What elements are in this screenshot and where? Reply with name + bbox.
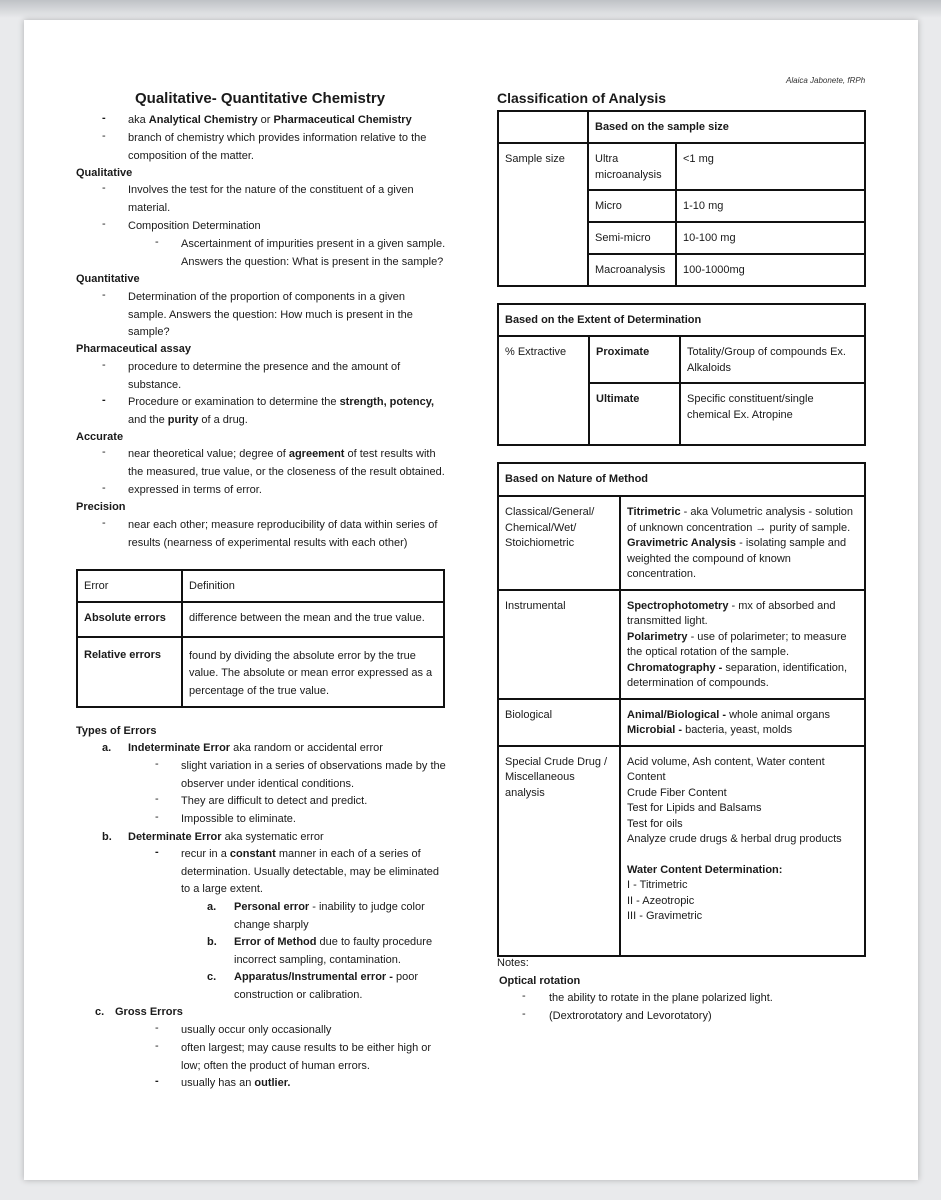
indeterminate-text-1: slight variation in a series of observations made by the observer under identical conditions. xyxy=(181,760,446,790)
sample-size-name: Ultra microanalysis xyxy=(588,143,676,190)
bullet-dash: - xyxy=(522,1008,526,1020)
empty-cell xyxy=(498,111,588,143)
extent-header: Based on the Extent of Determination xyxy=(498,304,865,336)
gross-text-3: usually has an outlier. xyxy=(181,1077,291,1089)
classical-label: Classical/General/ Chemical/Wet/ Stoichiometric xyxy=(498,496,620,590)
extent-table xyxy=(497,303,866,446)
bullet-dash: - xyxy=(102,182,106,194)
ultimate-label: Ultimate xyxy=(589,383,680,445)
biological-label: Biological xyxy=(498,699,620,746)
bullet-dash: - xyxy=(102,112,106,124)
aka-line: aka Analytical Chemistry or Pharmaceutical Chemistry xyxy=(128,114,412,126)
method-header: Based on Nature of Method xyxy=(498,463,865,496)
sample-size-header: Based on the sample size xyxy=(588,111,865,143)
error-table-header-error: Error xyxy=(77,570,182,602)
qualitative-text-1: Involves the test for the nature of the constituent of a given material. xyxy=(128,184,414,214)
list-marker: c. xyxy=(95,1006,105,1018)
bullet-dash: - xyxy=(522,990,526,1002)
sample-size-name: Micro xyxy=(588,190,676,222)
classification-title: Classification of Analysis xyxy=(497,90,667,106)
biological-value: Animal/Biological - whole animal organs Microbial - bacteria, yeast, molds xyxy=(620,699,865,746)
bullet-dash: - xyxy=(102,359,106,371)
accurate-text-1: near theoretical value; degree of agreement of test results with the measured, true value, or the closeness of the result obtained. xyxy=(128,448,445,478)
precision-text: near each other; measure reproducibility of data within series of results (nearness of experimental results with each other) xyxy=(128,519,438,549)
assay-text-1: procedure to determine the presence and the amount of substance. xyxy=(128,361,401,391)
optical-rotation-heading: Optical rotation xyxy=(499,975,581,987)
section-heading-types-of-errors: Types of Errors xyxy=(76,725,157,737)
bullet-dash: - xyxy=(102,218,106,230)
personal-error-text: Personal error - inability to judge color change sharply xyxy=(234,901,425,931)
bullet-dash: - xyxy=(155,811,159,823)
sample-size-value: 10-100 mg xyxy=(676,222,865,254)
bullet-dash: - xyxy=(155,846,159,858)
method-table xyxy=(497,462,866,957)
sample-size-value: 100-1000mg xyxy=(676,254,865,286)
branch-text: branch of chemistry which provides information relative to the composition of the matter. xyxy=(128,132,427,162)
gross-text-2: often largest; may cause results to be either high or low; often the product of human errors. xyxy=(181,1042,432,1072)
qualitative-text-2: Composition Determination xyxy=(128,220,261,232)
bullet-dash: - xyxy=(155,758,159,770)
special-crude-label: Special Crude Drug / Miscellaneous analysis xyxy=(498,746,620,956)
bullet-dash: - xyxy=(102,517,106,529)
qualitative-subtext: Ascertainment of impurities present in a given sample. Answers the question: What is present in the sample? xyxy=(181,238,446,268)
bullet-dash: - xyxy=(102,130,106,142)
bullet-dash: - xyxy=(155,793,159,805)
error-table xyxy=(76,569,445,708)
apparatus-error-text: Apparatus/Instrumental error - poor construction or calibration. xyxy=(234,971,418,1001)
list-marker: a. xyxy=(102,742,112,754)
sample-size-name: Macroanalysis xyxy=(588,254,676,286)
absolute-errors-label: Absolute errors xyxy=(77,602,182,637)
error-table-header-definition: Definition xyxy=(182,570,444,602)
list-marker: b. xyxy=(102,831,112,843)
relative-errors-definition: found by dividing the absolute error by the true value. The absolute or mean error expressed as a percentage of the true value. xyxy=(182,637,444,708)
instrumental-value: Spectrophotometry - mx of absorbed and transmitted light. Polarimetry - use of polarimeter; to measure the optical rotation of the sample. Chromatography - separation, identification, determination of compounds. xyxy=(620,590,865,699)
indeterminate-text-3: Impossible to eliminate. xyxy=(181,813,296,825)
determinate-error-title: Determinate Error aka systematic error xyxy=(128,831,324,843)
sample-size-value: 1-10 mg xyxy=(676,190,865,222)
section-heading-assay: Pharmaceutical assay xyxy=(76,343,191,355)
ultimate-value: Specific constituent/single chemical Ex. Atropine xyxy=(680,383,865,445)
bullet-dash: - xyxy=(155,1040,159,1052)
accurate-text-2: expressed in terms of error. xyxy=(128,484,262,496)
proximate-label: Proximate xyxy=(589,336,680,383)
bullet-dash: - xyxy=(102,394,106,406)
note-text-1: the ability to rotate in the plane polarized light. xyxy=(549,992,773,1004)
page-title: Qualitative- Quantitative Chemistry xyxy=(135,90,386,107)
gross-errors-title: Gross Errors xyxy=(115,1006,183,1018)
bullet-dash: - xyxy=(155,1022,159,1034)
sample-size-name: Semi-micro xyxy=(588,222,676,254)
special-crude-value: Acid volume, Ash content, Water content Content Crude Fiber Content Test for Lipids and Balsams Test for oils Analyze crude drugs & herbal drug products Water Content Determination: I - Titrimetric II - Azeotropic III - Gravimetric xyxy=(620,746,865,956)
gross-text-1: usually occur only occasionally xyxy=(181,1024,332,1036)
absolute-errors-definition: difference between the mean and the true value. xyxy=(182,602,444,637)
list-marker: b. xyxy=(207,936,217,948)
section-heading-accurate: Accurate xyxy=(76,431,124,443)
notes-label: Notes: xyxy=(497,957,529,969)
determinate-text: recur in a constant manner in each of a series of determination. Usually detectable, may be eliminated to a large extent. xyxy=(181,848,440,895)
bullet-dash: - xyxy=(102,482,106,494)
bullet-dash: - xyxy=(155,236,159,248)
sample-size-table xyxy=(497,110,866,287)
proximate-value: Totality/Group of compounds Ex. Alkaloids xyxy=(680,336,865,383)
relative-errors-label: Relative errors xyxy=(77,637,182,708)
assay-text-2: Procedure or examination to determine the strength, potency, and the purity of a drug. xyxy=(128,396,435,426)
note-text-2: (Dextrorotatory and Levorotatory) xyxy=(549,1010,712,1022)
bullet-dash: - xyxy=(102,289,106,301)
extractive-label: % Extractive xyxy=(498,336,589,445)
author-label: Alaica Jabonete, fRPh xyxy=(786,76,866,85)
section-heading-precision: Precision xyxy=(76,501,126,513)
section-heading-quantitative: Quantitative xyxy=(76,273,140,285)
instrumental-label: Instrumental xyxy=(498,590,620,699)
list-marker: a. xyxy=(207,901,217,913)
list-marker: c. xyxy=(207,971,217,983)
bullet-dash: - xyxy=(155,1075,159,1087)
bullet-dash: - xyxy=(102,446,106,458)
indeterminate-text-2: They are difficult to detect and predict. xyxy=(181,795,368,807)
sample-size-value: <1 mg xyxy=(676,143,865,190)
method-error-text: Error of Method due to faulty procedure incorrect sampling, contamination. xyxy=(234,936,433,966)
sample-size-label: Sample size xyxy=(498,143,588,286)
indeterminate-error-title: Indeterminate Error aka random or accidental error xyxy=(128,742,383,754)
classical-value: Titrimetric - aka Volumetric analysis - solution of unknown concentration → purity of sample. Gravimetric Analysis - isolating sample and weighted the compound of known concentration. xyxy=(620,496,865,590)
quantitative-text: Determination of the proportion of components in a given sample. Answers the question: How much is present in the sample? xyxy=(128,291,413,338)
section-heading-qualitative: Qualitative xyxy=(76,167,133,179)
